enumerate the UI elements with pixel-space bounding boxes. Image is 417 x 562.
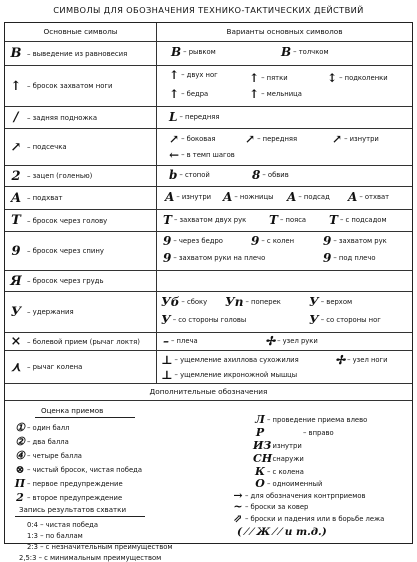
- symbol-label: – выведение из равновесия: [27, 49, 128, 58]
- text-label: – рывком: [183, 48, 216, 56]
- text-label: ↑: [169, 68, 180, 82]
- text-label: ⊥: [161, 353, 173, 367]
- text-label: – второе предупреждение: [27, 493, 123, 502]
- text-label: B: [171, 45, 182, 59]
- scoring-item: [13, 421, 69, 434]
- text-label: A: [348, 190, 358, 204]
- variant-cell: [157, 66, 412, 106]
- scoring-title: Оценка приемов: [41, 406, 104, 415]
- variant-item: [249, 88, 302, 100]
- basic-symbol-cell: [5, 351, 155, 383]
- text-label: – броски и падения или в борьбе лежа: [245, 514, 385, 523]
- table-row: [5, 187, 412, 209]
- variant-cell: [157, 210, 412, 231]
- table-row: [5, 166, 412, 186]
- table-row: [5, 232, 412, 270]
- text-label: – бросок захватом ноги: [27, 82, 113, 90]
- text-label: 9: [323, 234, 332, 248]
- variant-item: [329, 214, 387, 226]
- text-label: О: [255, 477, 265, 490]
- text-label: – толчком: [293, 48, 329, 56]
- variant-cell: [157, 271, 412, 291]
- text-label: T: [163, 213, 172, 227]
- variant-item: [249, 72, 288, 84]
- variant-item: [251, 235, 294, 247]
- basic-symbol-cell: [5, 333, 155, 350]
- text-label: – захватом двух рук: [173, 216, 247, 224]
- scoring-item: [13, 463, 142, 476]
- text-label: ↑: [249, 87, 260, 101]
- fight-results-title: Запись результатов схватки: [19, 505, 127, 514]
- text-label: – ножницы: [234, 193, 274, 201]
- text-label: Л: [255, 413, 265, 426]
- variant-item: [169, 149, 235, 161]
- text-label: Уб: [161, 295, 180, 309]
- text-label: – бросок через грудь: [27, 277, 104, 285]
- variant-item: [169, 88, 208, 100]
- text-label: A: [165, 190, 175, 204]
- text-label: – под плечо: [333, 254, 376, 262]
- variant-cell: [157, 42, 412, 65]
- variant-cell: [157, 187, 412, 209]
- text-label: – с колена: [267, 467, 304, 476]
- basic-symbol-cell: [5, 129, 155, 165]
- variant-item: [225, 296, 281, 308]
- text-label: ⊥: [161, 368, 173, 382]
- header-basic-symbols: Основные символы: [43, 27, 118, 36]
- text-label: B: [281, 45, 292, 59]
- variant-item: [161, 296, 207, 308]
- text-label: – верхом: [320, 298, 353, 306]
- variant-item: [335, 354, 388, 366]
- variant-item: [169, 133, 216, 145]
- text-label: – один балл: [27, 423, 70, 432]
- text-label: – подсад: [298, 193, 330, 201]
- text-label: У: [309, 313, 319, 327]
- text-label: – удержания: [27, 308, 74, 316]
- text-label: ~: [233, 500, 243, 513]
- variant-item: [281, 46, 329, 58]
- text-label: – сбоку: [181, 298, 208, 306]
- text-label: – пояса: [279, 216, 307, 224]
- text-label: – пятки: [261, 74, 288, 82]
- text-label: П: [14, 477, 26, 490]
- variant-item: [169, 169, 210, 181]
- variant-item: [245, 133, 297, 145]
- direction-item: [231, 512, 384, 525]
- text-label: – передняя: [179, 113, 220, 121]
- fight-result: 2,5:3 – с минимальным преимуществом: [19, 554, 162, 562]
- text-label: Уп: [225, 295, 244, 309]
- text-label: – бросок через спину: [27, 247, 104, 255]
- text-label: – подсечка: [27, 143, 67, 151]
- directions-example: ( ⁄ ⁄ Ж ⁄ ⁄ и т.д.): [237, 526, 327, 538]
- scoring-item: [13, 435, 69, 448]
- variant-item: [265, 335, 318, 347]
- additional-section-title: Дополнительные обозначения: [149, 387, 268, 396]
- text-label: – узел ноги: [347, 356, 388, 364]
- text-label: ↑: [169, 87, 180, 101]
- text-label: ⊗: [15, 463, 25, 476]
- scoring-item: [13, 449, 82, 462]
- text-label: A: [10, 190, 22, 206]
- text-label: 8: [252, 168, 261, 182]
- variant-item: [309, 314, 381, 326]
- text-label: ④: [15, 449, 25, 462]
- text-label: – зацеп (голенью): [27, 172, 93, 180]
- variant-item: [323, 252, 376, 264]
- basic-symbol-cell: [5, 292, 155, 332]
- text-label: – изнутри: [344, 135, 379, 143]
- text-label: – ущемление ахиллова сухожилия: [174, 356, 299, 364]
- variant-cell: [157, 129, 412, 165]
- text-label: – изнутри: [267, 441, 302, 450]
- fight-result: 2:3 – с незначительным преимуществом: [27, 543, 173, 551]
- direction-item: [253, 413, 367, 426]
- symbol-glyph: B: [10, 46, 22, 61]
- text-label: – броски за ковер: [245, 502, 309, 511]
- text-label: ↗: [169, 132, 180, 146]
- variant-item: [287, 191, 330, 203]
- variant-item: [163, 335, 198, 347]
- text-label: ⇗: [233, 512, 243, 525]
- text-label: ✢: [265, 334, 276, 348]
- variant-cell: [157, 107, 412, 128]
- text-label: – подколенки: [339, 74, 388, 82]
- fight-result: 0:4 – чистая победа: [27, 521, 99, 529]
- text-label: ②: [15, 435, 25, 448]
- basic-symbol-cell: [5, 187, 155, 209]
- table-row: [5, 129, 412, 165]
- variant-item: [163, 252, 265, 264]
- direction-item: [253, 439, 302, 452]
- text-label: T: [329, 213, 338, 227]
- scoring-item: [13, 477, 123, 490]
- basic-symbol-cell: [5, 232, 155, 270]
- table-row: [5, 271, 412, 291]
- variant-cell: [157, 292, 412, 332]
- text-label: – четыре балла: [27, 451, 82, 460]
- symbols-table: [4, 22, 413, 562]
- variant-item: [252, 169, 289, 181]
- text-label: 9: [163, 234, 172, 248]
- header-variant-symbols: Варианты основных символов: [226, 27, 343, 36]
- variant-cell: [157, 333, 412, 350]
- table-row: [5, 42, 412, 65]
- text-label: – одноименный: [267, 479, 323, 488]
- text-label: – отхват: [359, 193, 390, 201]
- basic-symbol-cell: [5, 271, 155, 291]
- text-label: b: [169, 168, 178, 182]
- variant-cell: [157, 166, 412, 186]
- text-label: 2: [11, 168, 21, 184]
- text-label: ↗: [10, 139, 22, 155]
- text-label: – обвив: [262, 171, 289, 179]
- basic-symbol-cell: [5, 166, 155, 186]
- direction-item: [253, 426, 334, 439]
- text-label: 9: [251, 234, 260, 248]
- scoring-item: [13, 491, 122, 504]
- text-label: ↗: [245, 132, 256, 146]
- fight-result: 1:3 – по баллам: [27, 532, 83, 540]
- variant-item: [332, 133, 379, 145]
- text-label: T: [11, 213, 21, 228]
- basic-symbol-cell: [5, 107, 155, 128]
- variant-item: [161, 354, 299, 366]
- table-row: [5, 333, 412, 350]
- text-label: – болевой прием (рычаг локтя): [27, 337, 140, 346]
- variant-item: [165, 191, 211, 203]
- text-label: /: [13, 110, 19, 125]
- variant-item: [161, 369, 297, 381]
- table-row: [5, 107, 412, 128]
- text-label: ✢: [335, 353, 346, 367]
- variant-item: [323, 235, 387, 247]
- text-label: ↑: [10, 78, 22, 94]
- page-title: СИМВОЛЫ ДЛЯ ОБОЗНАЧЕНИЯ ТЕХНИКО-ТАКТИЧЕСКИХ ДЕЙСТВИЙ: [53, 5, 364, 15]
- text-label: – бедра: [181, 90, 209, 98]
- text-label: Р: [255, 426, 265, 439]
- text-label: ↕: [327, 71, 338, 85]
- variant-item: [348, 191, 389, 203]
- text-label: – для обозначения контрприемов: [245, 491, 366, 500]
- text-label: – со стороны ног: [320, 316, 381, 324]
- text-label: 9: [163, 251, 172, 265]
- text-label: – два балла: [27, 437, 69, 446]
- text-label: Я: [10, 273, 22, 289]
- text-label: – в темп шагов: [181, 151, 235, 159]
- text-label: У: [309, 295, 319, 309]
- text-label: ←: [169, 148, 180, 162]
- text-label: – с подсадом: [339, 216, 387, 224]
- text-label: – боковая: [181, 135, 216, 143]
- text-label: У: [10, 304, 22, 320]
- text-label: ①: [15, 421, 25, 434]
- text-label: 9: [11, 243, 21, 259]
- text-label: – проведение приема влево: [267, 415, 368, 424]
- text-label: – передняя: [257, 135, 298, 143]
- text-label: – с колен: [261, 237, 295, 245]
- text-label: A: [223, 190, 233, 204]
- variant-item: [171, 46, 216, 58]
- variant-item: [163, 235, 223, 247]
- text-label: – бросок через голову: [27, 216, 108, 225]
- text-label: – первое предупреждение: [27, 479, 123, 488]
- text-label: – со стороны головы: [172, 316, 247, 324]
- text-label: – через бедро: [173, 237, 223, 245]
- variant-item: [163, 214, 246, 226]
- text-label: – задняя подножка: [27, 113, 98, 122]
- text-label: –: [163, 334, 169, 348]
- text-label: – изнутри: [176, 193, 212, 201]
- variant-item: [309, 296, 352, 308]
- variant-item: [223, 191, 273, 203]
- text-label: ↑: [249, 71, 260, 85]
- table-row: [5, 66, 412, 106]
- text-label: L: [169, 110, 178, 124]
- text-label: – вправо: [303, 428, 334, 437]
- basic-symbol-cell: [5, 210, 155, 231]
- text-label: – подхват: [27, 194, 63, 202]
- text-label: ×: [10, 334, 22, 349]
- text-label: – чистый бросок, чистая победа: [27, 465, 143, 474]
- text-label: – рычаг колена: [27, 363, 83, 371]
- direction-item: [253, 452, 304, 465]
- variant-item: [169, 69, 218, 81]
- text-label: У: [161, 313, 171, 327]
- text-label: – стопой: [179, 171, 210, 179]
- text-label: ⋏: [11, 359, 21, 375]
- variant-item: [169, 111, 219, 123]
- text-label: – захватом руки на плечо: [173, 254, 266, 262]
- table-row: [5, 351, 412, 383]
- table-row: [5, 210, 412, 231]
- variant-cell: [157, 351, 412, 383]
- text-label: – плеча: [171, 337, 198, 345]
- text-label: – ущемление икроножной мышцы: [174, 371, 298, 379]
- text-label: СН: [253, 452, 273, 465]
- text-label: – снаружи: [267, 454, 304, 463]
- text-label: – узел руки: [277, 337, 318, 345]
- text-label: ↗: [332, 132, 343, 146]
- text-label: ИЗ: [253, 439, 272, 452]
- text-label: A: [287, 190, 297, 204]
- text-label: 2: [16, 491, 24, 504]
- basic-symbol-cell: [5, 42, 155, 65]
- text-label: – двух ног: [181, 71, 218, 79]
- variant-item: [327, 72, 388, 84]
- text-label: 9: [323, 251, 332, 265]
- text-label: К: [254, 465, 265, 478]
- text-label: – мельница: [261, 90, 302, 98]
- variant-cell: [157, 232, 412, 270]
- text-label: T: [269, 213, 278, 227]
- text-label: – захватом рук: [333, 237, 387, 245]
- text-label: – поперек: [245, 298, 281, 306]
- variant-item: [161, 314, 246, 326]
- basic-symbol-cell: [5, 66, 155, 106]
- text-label: →: [233, 489, 243, 502]
- table-row: [5, 292, 412, 332]
- variant-item: [269, 214, 306, 226]
